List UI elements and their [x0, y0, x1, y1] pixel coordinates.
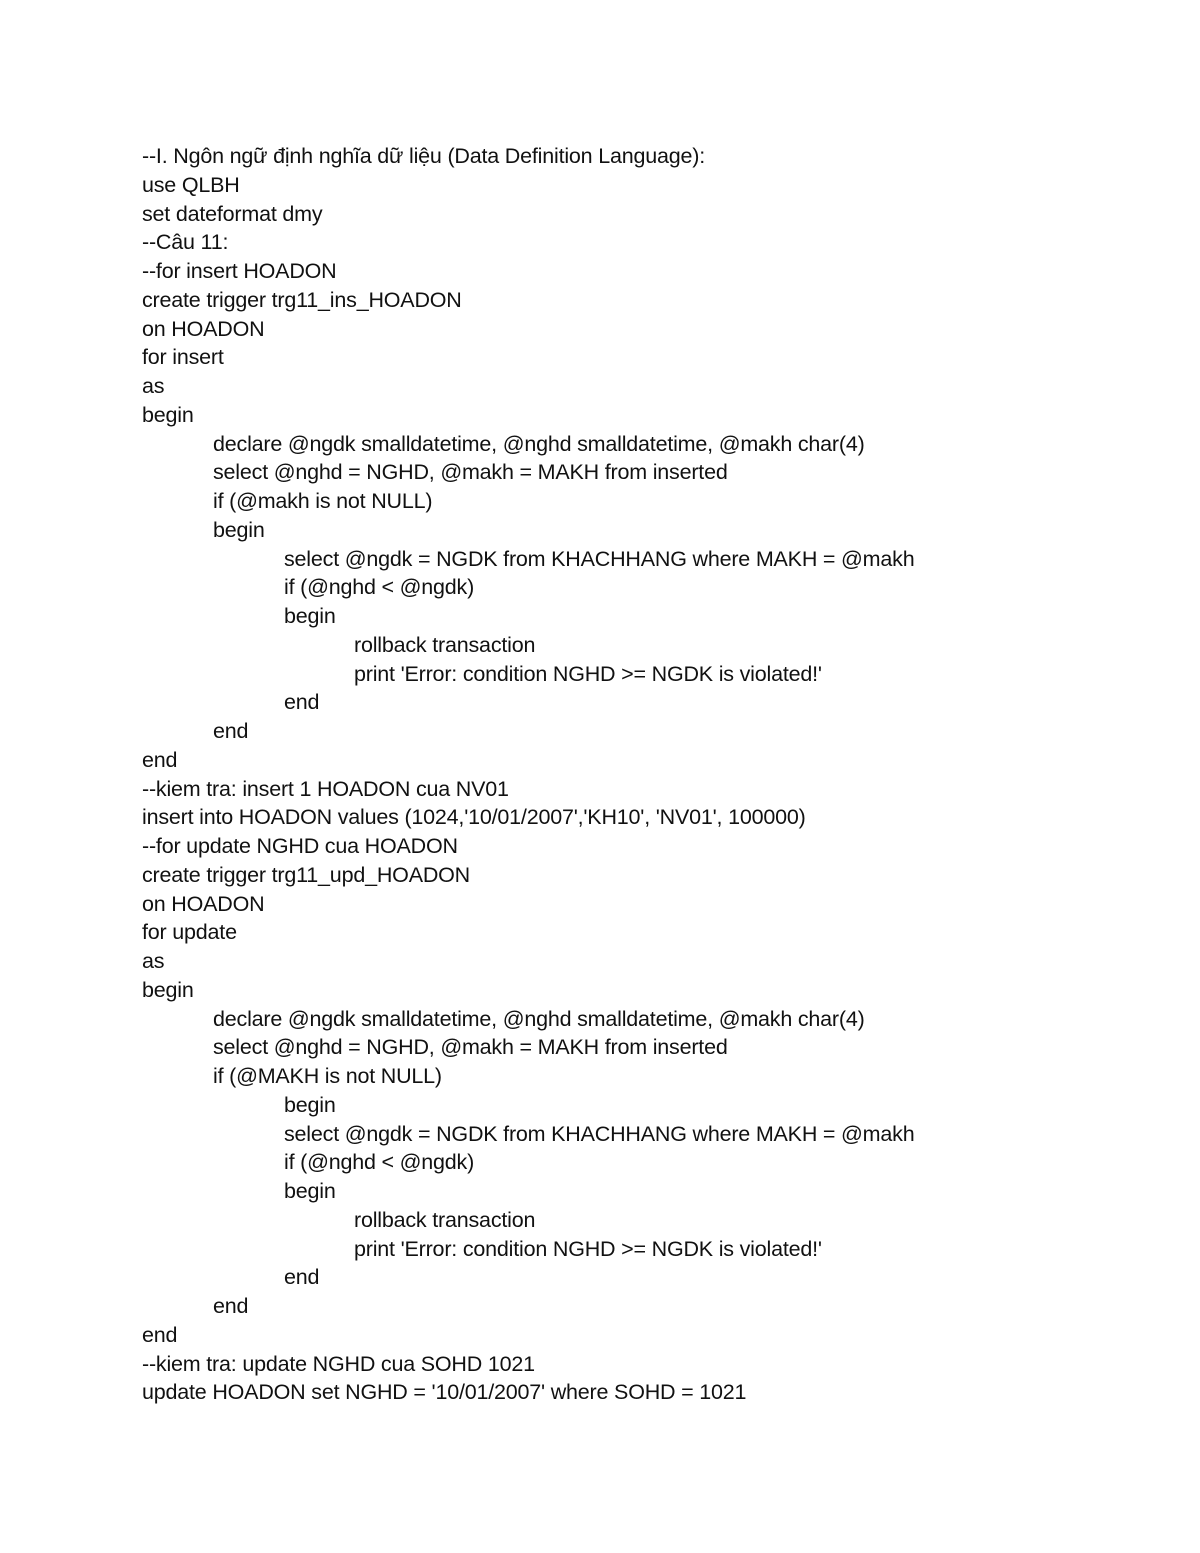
code-line: --for update NGHD cua HOADON: [142, 834, 458, 858]
code-line: select @nghd = NGHD, @makh = MAKH from inserted: [213, 460, 728, 485]
code-line: on HOADON: [142, 891, 265, 916]
code-line: begin: [142, 402, 194, 427]
code-line: update HOADON set NGHD = '10/01/2007' where SOHD = 1021: [142, 1380, 747, 1405]
code-line: end: [213, 719, 249, 743]
code-line: begin: [284, 604, 336, 628]
code-line: begin: [284, 1092, 336, 1117]
code-line: create trigger trg11_upd_HOADON: [142, 862, 471, 887]
code-line: --for insert HOADON: [142, 259, 337, 283]
code-line: rollback transaction: [354, 632, 536, 657]
code-line: for insert: [142, 345, 224, 370]
code-line: begin: [142, 977, 194, 1002]
code-line: begin: [284, 1179, 336, 1203]
code-line: end: [284, 1265, 320, 1290]
code-line: end: [213, 1294, 249, 1318]
code-line: if (@nghd < @ngdk): [284, 1150, 475, 1175]
code-line: on HOADON: [142, 316, 265, 341]
code-line: as: [142, 949, 165, 973]
code-line: for update: [142, 920, 237, 945]
code-line: select @ngdk = NGDK from KHACHHANG where MAKH = @makh: [284, 546, 915, 571]
code-line: declare @ngdk smalldatetime, @nghd smalldatetime, @makh char(4): [213, 431, 865, 456]
code-line: use QLBH: [142, 172, 240, 197]
code-line: print 'Error: condition NGHD >= NGDK is violated!': [354, 1236, 822, 1261]
code-line: if (@MAKH is not NULL): [213, 1064, 442, 1088]
code-line: set dateformat dmy: [142, 201, 323, 226]
code-line: if (@makh is not NULL): [213, 489, 433, 513]
code-line: --I. Ngôn ngữ định nghĩa dữ liệu (Data Definition Language):: [142, 144, 705, 168]
code-line: if (@nghd < @ngdk): [284, 575, 475, 600]
code-line: as: [142, 374, 165, 398]
code-line: create trigger trg11_ins_HOADON: [142, 287, 462, 312]
code-line: select @ngdk = NGDK from KHACHHANG where MAKH = @makh: [284, 1121, 915, 1146]
code-line: print 'Error: condition NGHD >= NGDK is violated!': [354, 661, 822, 686]
code-line: begin: [213, 517, 265, 542]
code-line: --kiem tra: insert 1 HOADON cua NV01: [142, 776, 509, 801]
code-line: insert into HOADON values (1024,'10/01/2007','KH10', 'NV01', 100000): [142, 805, 806, 830]
sql-code-block: [142, 142, 1142, 1407]
code-line: end: [142, 1322, 178, 1347]
code-line: end: [284, 690, 320, 715]
code-line: rollback transaction: [354, 1207, 536, 1232]
code-line: end: [142, 747, 178, 772]
code-line: declare @ngdk smalldatetime, @nghd smalldatetime, @makh char(4): [213, 1006, 865, 1031]
code-line: --Câu 11:: [142, 230, 229, 255]
code-line: select @nghd = NGHD, @makh = MAKH from inserted: [213, 1035, 728, 1060]
code-line: --kiem tra: update NGHD cua SOHD 1021: [142, 1351, 535, 1376]
